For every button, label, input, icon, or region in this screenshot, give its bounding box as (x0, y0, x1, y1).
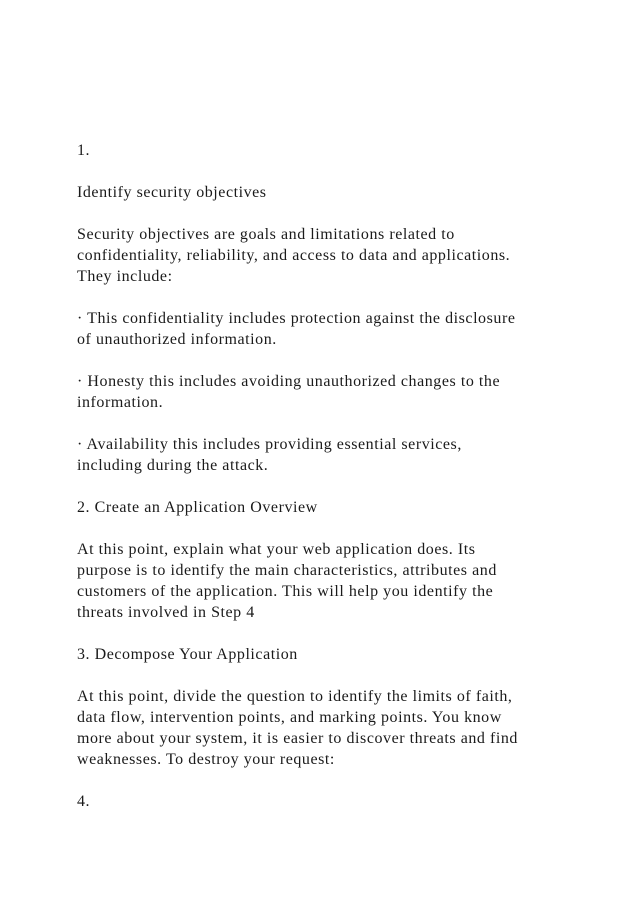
bullet-honesty: · Honesty this includes avoiding unauthorized changes to the information. (77, 373, 501, 411)
section-heading-decompose-application: 3. Decompose Your Application (77, 646, 298, 663)
bullet-availability: · Availability this includes providing essential services, including during the attack. (77, 436, 462, 474)
step-number-1: 1. (77, 142, 91, 159)
document-body (77, 140, 577, 833)
bullet-confidentiality: · This confidentiality includes protection against the disclosure of unauthorized information. (77, 310, 516, 348)
application-overview-paragraph: At this point, explain what your web application does. Its purpose is to identify the main characteristics, attributes and customers of the application. This will help you identify the threats involved in Step 4 (77, 541, 497, 621)
decompose-application-paragraph: At this point, divide the question to identify the limits of faith, data flow, intervention points, and marking points. You know more about your system, it is easier to discover threats and find weaknesses. To destroy your request: (77, 688, 518, 768)
section-heading-security-objectives: Identify security objectives (77, 184, 267, 201)
security-objectives-paragraph: Security objectives are goals and limitations related to confidentiality, reliability, and access to data and applications. They include: (77, 226, 511, 285)
step-number-4: 4. (77, 793, 91, 810)
section-heading-application-overview: 2. Create an Application Overview (77, 499, 318, 516)
